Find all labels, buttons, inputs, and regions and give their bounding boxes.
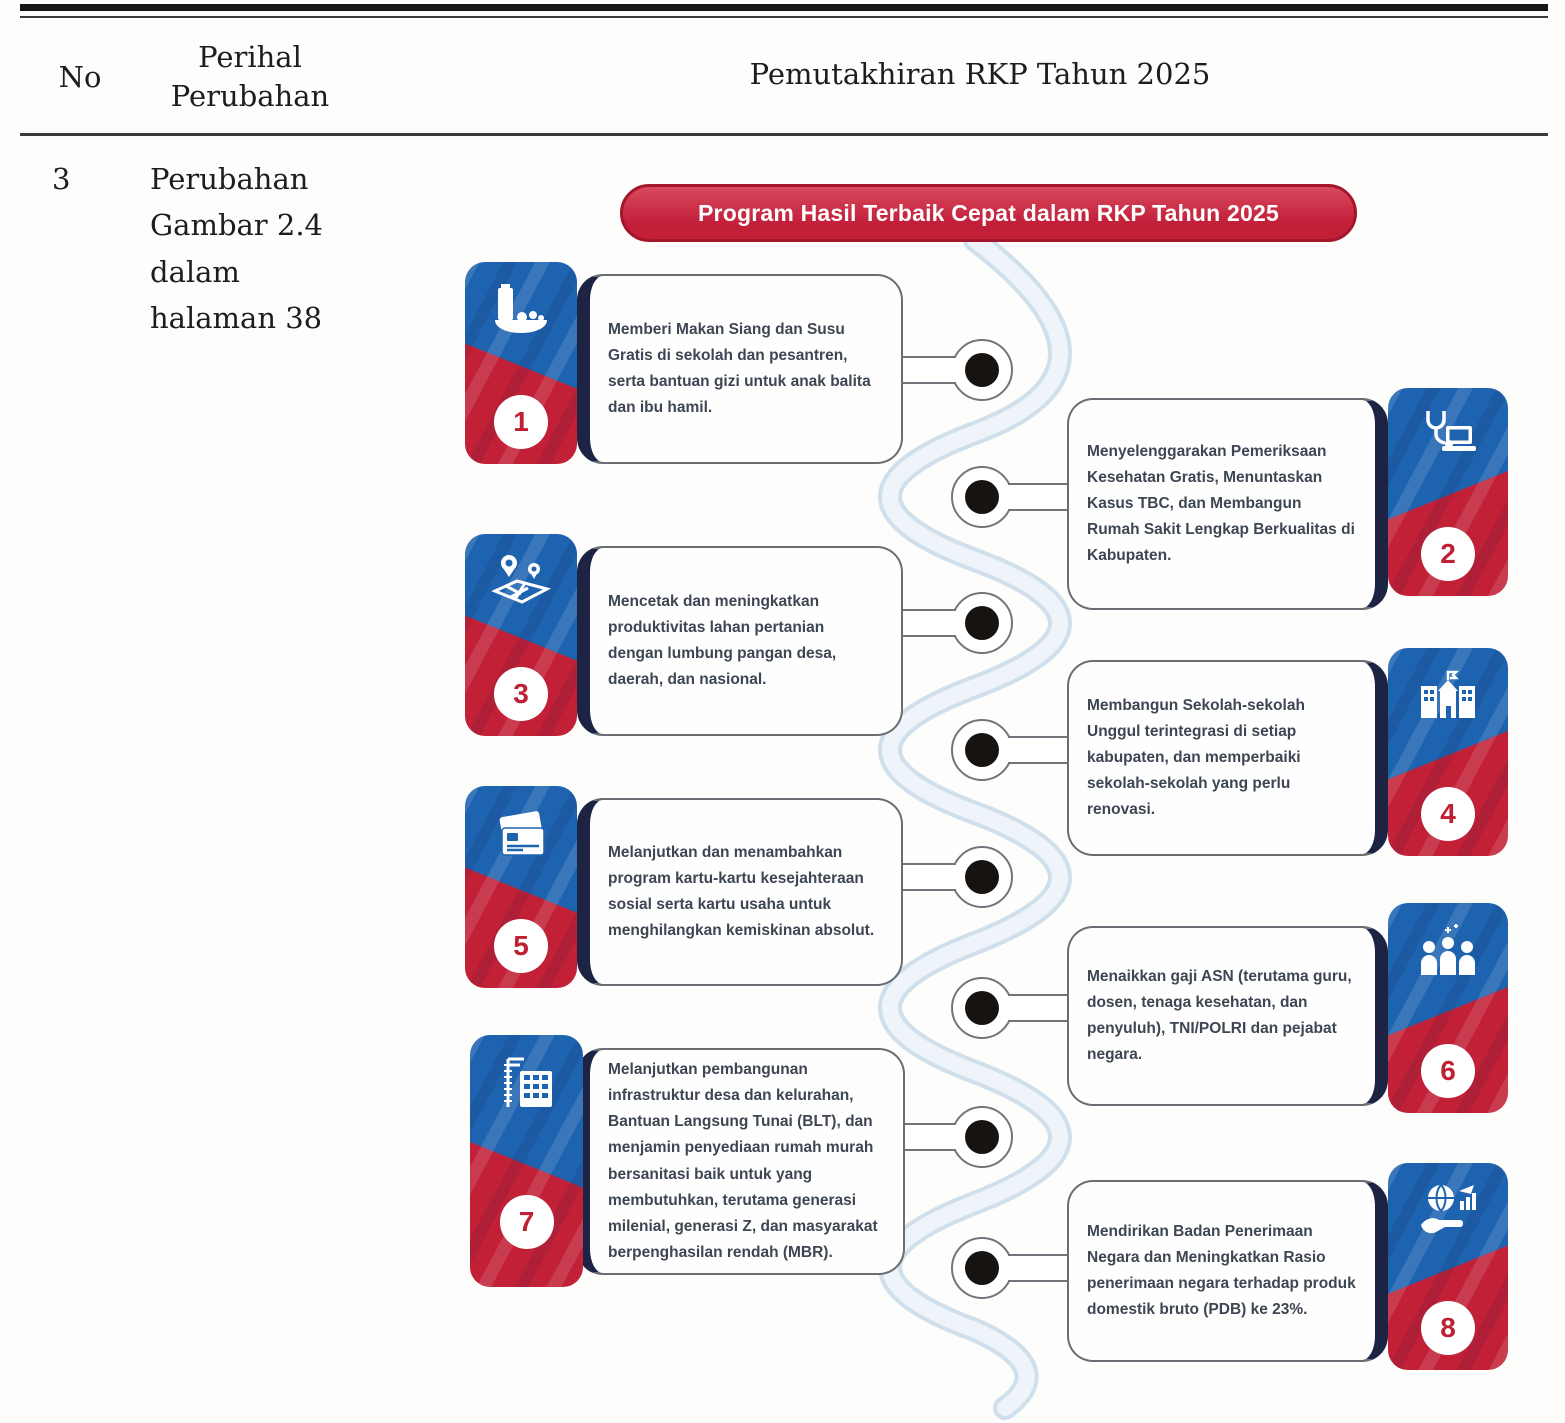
program-number-2: 2 bbox=[1421, 527, 1475, 581]
program-text-6: Menaikkan gaji ASN (terutama guru, dosen, tenaga kesehatan, dan penyuluh), TNI/POLRI dan pejabat negara. bbox=[1087, 967, 1352, 1064]
program-bubble-3 bbox=[577, 546, 903, 736]
program-badge-2 bbox=[1388, 388, 1508, 596]
program-text-2: Menyelenggarakan Pemeriksaan Kesehatan Gratis, Menuntaskan Kasus TBC, dan Membangun Rumah Sakit Lengkap Berkualitas di Kabupaten. bbox=[1087, 442, 1355, 565]
program-number-3: 3 bbox=[494, 667, 548, 721]
program-text-5: Melanjutkan dan menambahkan program kartu-kartu kesejahteraan sosial serta kartu usaha untuk menghilangkan kemiskinan absolut. bbox=[608, 843, 875, 940]
program-number-8: 8 bbox=[1421, 1301, 1475, 1355]
health-check-icon bbox=[1412, 404, 1484, 468]
civil-servants-icon bbox=[1412, 919, 1484, 983]
row-number: 3 bbox=[52, 162, 71, 196]
figure-title: Program Hasil Terbaik Cepat dalam RKP Tahun 2025 bbox=[698, 199, 1279, 226]
program-text-8: Mendirikan Badan Penerimaan Negara dan Meningkatkan Rasio penerimaan negara terhadap produk domestik bruto (PDB) ke 23%. bbox=[1087, 1222, 1356, 1319]
program-bubble-2 bbox=[1067, 398, 1388, 610]
program-bubble-7 bbox=[577, 1048, 905, 1275]
school-icon bbox=[1412, 664, 1484, 728]
figure-title-banner bbox=[620, 184, 1357, 242]
meals-icon bbox=[485, 278, 557, 342]
program-badge-7 bbox=[470, 1035, 583, 1287]
program-badge-3 bbox=[465, 534, 577, 736]
row-perihal: Perubahan Gambar 2.4 dalam halaman 38 bbox=[150, 162, 324, 336]
program-bubble-8 bbox=[1067, 1180, 1388, 1362]
program-bubble-5 bbox=[577, 798, 903, 986]
program-number-7: 7 bbox=[500, 1195, 554, 1249]
column-header-pemutakhiran: Pemutakhiran RKP Tahun 2025 bbox=[749, 57, 1211, 91]
program-bubble-6 bbox=[1067, 926, 1388, 1106]
program-text-1: Memberi Makan Siang dan Susu Gratis di sekolah dan pesantren, serta bantuan gizi untuk anak balita dan ibu hamil. bbox=[608, 320, 871, 417]
program-text-4: Membangun Sekolah-sekolah Unggul terintegrasi di setiap kabupaten, dan memperbaiki sekolah-sekolah yang perlu renovasi. bbox=[1087, 696, 1305, 819]
farmland-map-icon bbox=[485, 550, 557, 614]
program-text-3: Mencetak dan meningkatkan produktivitas lahan pertanian dengan lumbung pangan desa, daerah, dan nasional. bbox=[608, 592, 837, 689]
program-badge-6 bbox=[1388, 903, 1508, 1113]
program-badge-4 bbox=[1388, 648, 1508, 856]
village-infrastructure-icon bbox=[491, 1051, 563, 1115]
program-number-5: 5 bbox=[494, 919, 548, 973]
state-revenue-icon bbox=[1412, 1179, 1484, 1243]
program-badge-5 bbox=[465, 786, 577, 988]
program-badge-8 bbox=[1388, 1163, 1508, 1370]
column-header-perihal: Perihal Perubahan bbox=[170, 40, 330, 114]
program-bubble-1 bbox=[577, 274, 903, 464]
program-number-6: 6 bbox=[1421, 1044, 1475, 1098]
program-text-7: Melanjutkan pembangunan infrastruktur desa dan kelurahan, Bantuan Langsung Tunai (BLT), dan menjamin penyediaan rumah murah bersanitasi baik untuk yang membutuhkan, terutama generasi milenial, generasi Z, dan masyarakat berpenghasilan rendah (MBR). bbox=[608, 1061, 878, 1261]
program-badge-1 bbox=[465, 262, 577, 464]
program-number-1: 1 bbox=[494, 395, 548, 449]
column-header-no: No bbox=[58, 60, 102, 94]
program-number-4: 4 bbox=[1421, 787, 1475, 841]
program-bubble-4 bbox=[1067, 660, 1388, 856]
welfare-cards-icon bbox=[485, 802, 557, 866]
